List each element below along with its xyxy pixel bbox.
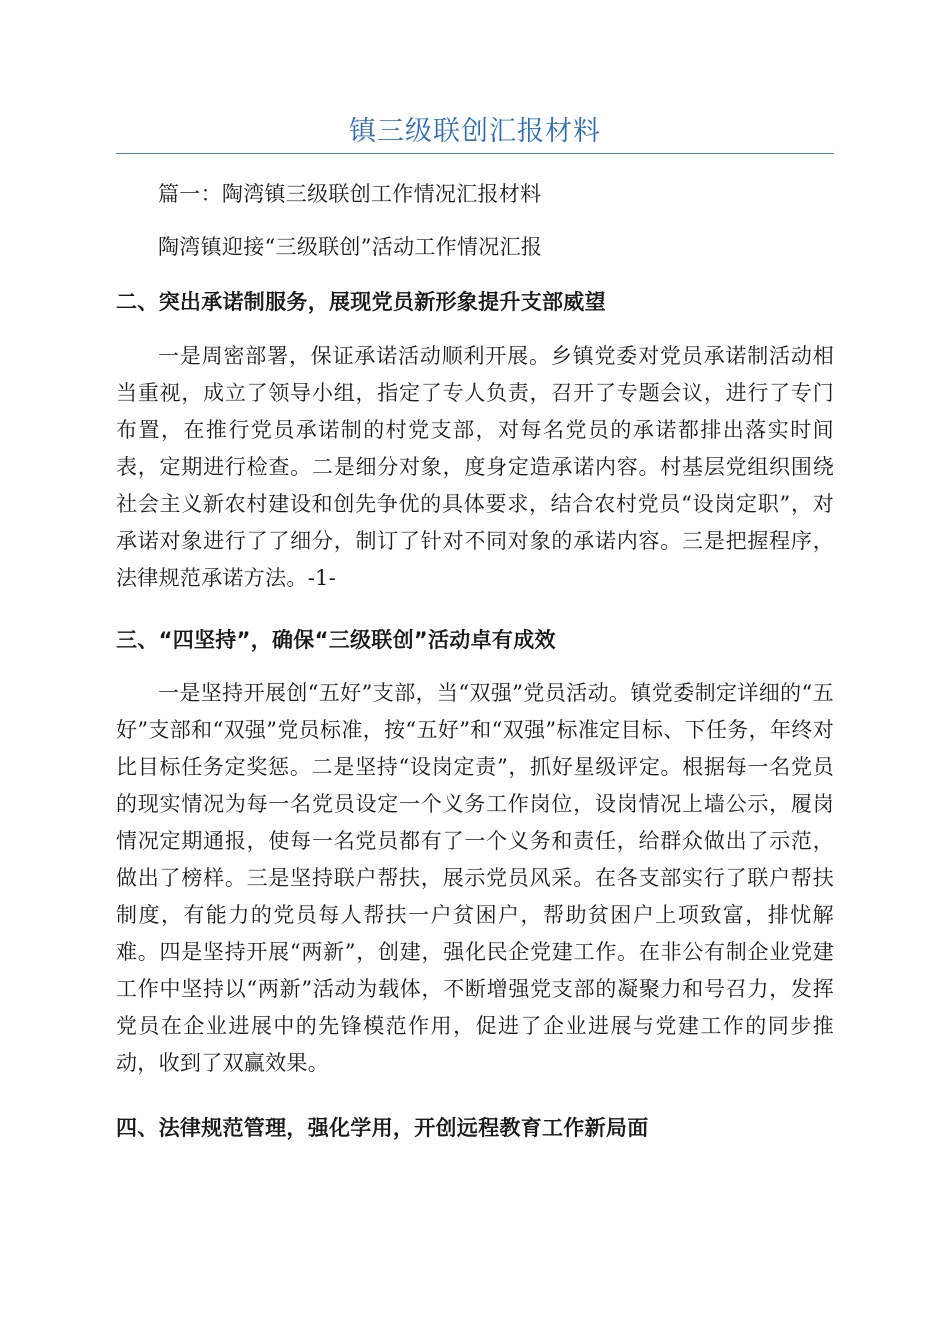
subtitle-2: 陶湾镇迎接“三级联创”活动工作情况汇报	[158, 235, 543, 259]
section-3-heading: 三、“四坚持”，确保“三级联创”活动卓有成效	[116, 628, 556, 652]
section-3-content	[116, 675, 834, 1082]
section-4-heading: 四、法律规范管理，强化学用，开创远程教育工作新局面	[116, 1116, 649, 1140]
subtitle-block-2	[116, 229, 834, 266]
section-3	[116, 622, 834, 659]
section-2	[116, 284, 834, 321]
document-title: 镇三级联创汇报材料	[349, 116, 601, 147]
section-2-body: 一是周密部署，保证承诺活动顺利开展。乡镇党委对党员承诺制活动相当重视，成立了领导小组，指定了专人负责，召开了专题会议，进行了专门布置，在推行党员承诺制的村党支部，对每名党员的承诺都排出落实时间表，定期进行检查。二是细分对象，度身定造承诺内容。村基层党组织围绕社会主义新农村建设和创先争优的具体要求，结合农村党员“设岗定职”，对承诺对象进行了了细分，制订了针对不同对象的承诺内容。三是把握程序，法律规范承诺方法。-1-	[116, 344, 834, 590]
title-underline	[116, 153, 834, 154]
subtitle-1: 篇一：陶湾镇三级联创工作情况汇报材料	[158, 182, 542, 206]
section-3-body: 一是坚持开展创“五好”支部，当“双强”党员活动。镇党委制定详细的“五好”支部和“双强”党员标准，按“五好”和“双强”标准定目标、下任务，年终对比目标任务定奖惩。二是坚持“设岗定责”，抓好星级评定。根据每一名党员的现实情况为每一名党员设定一个义务工作岗位，设岗情况上墙公示，履岗情况定期通报，使每一名党员都有了一个义务和责任，给群众做出了示范，做出了榜样。三是坚持联户帮扶，展示党员风采。在各支部实行了联户帮扶制度，有能力的党员每人帮扶一户贫困户，帮助贫困户上项致富，排忧解难。四是坚持开展“两新”，创建，强化民企党建工作。在非公有制企业党建工作中坚持以“两新”活动为载体，不断增强党支部的凝聚力和号召力，发挥党员在企业进展中的先锋模范作用，促进了企业进展与党建工作的同步推动，收到了双赢效果。	[116, 681, 834, 1075]
section-2-content	[116, 338, 834, 597]
section-2-heading: 二、突出承诺制服务，展现党员新形象提升支部威望	[116, 290, 606, 314]
subtitle-block	[116, 176, 834, 213]
section-4	[116, 1110, 834, 1147]
